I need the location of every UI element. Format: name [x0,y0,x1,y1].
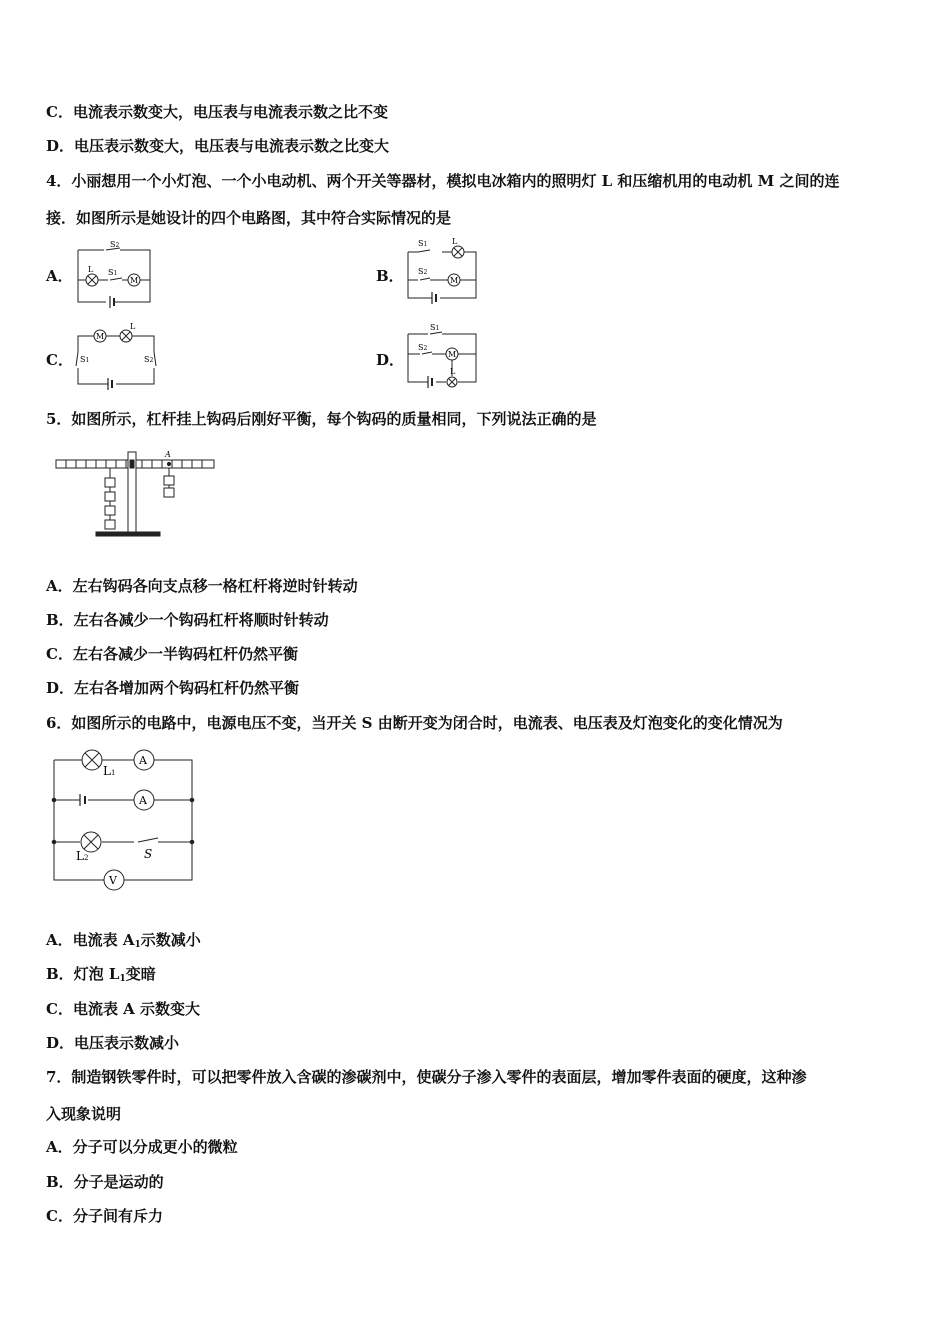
q4-option-d-label: D． [376,351,405,369]
circuit-d-lamp-label: L [450,367,456,376]
circuit-a-s2-label: S2 [110,240,120,249]
q6-option-b: B．灯泡 $L_1$变暗 [46,965,156,984]
q4-option-b-label: B． [376,267,404,285]
circuit-d-s1-label: S1 [430,323,440,332]
q5-option-b: B．左右各减少一个钩码杠杆将顺时针转动 [46,611,329,629]
circuit-c-s2-label: S2 [144,355,154,364]
q6-option-c: C．电流表 A 示数变大 [46,1000,201,1018]
q7-stem-line2: 入现象说明 [46,1105,122,1123]
q5-option-c: C．左右各减少一半钩码杠杆仍然平衡 [46,645,298,663]
q6-switch-label: S [144,847,153,861]
circuit-a-s1-label: S1 [108,268,118,277]
circuit-a-lamp-label: L [88,265,94,274]
q5-option-a: A．左右钩码各向支点移一格杠杆将逆时针转动 [46,577,358,595]
q4-stem-line2: 接．如图所示是她设计的四个电路图，其中符合实际情况的是 [46,209,452,227]
q7-stem-line1: 7．制造钢铁零件时，可以把零件放入含碳的渗碳剂中，使碳分子渗入零件的表面层，增加零件表面的硬度，这种渗 [46,1068,807,1086]
q3-option-d: D．电压表示数变大，电压表与电流表示数之比变大 [46,137,390,155]
circuit-d-s2-label: S2 [418,343,428,352]
q6-voltmeter-symbol: V [109,874,117,887]
q6-option-a: A．电流表 $A_1$示数减小 [46,931,201,950]
circuit-a-motor-label: M [130,276,139,285]
circuit-b-diagram [402,236,482,306]
circuit-b-s1-label: S1 [418,239,428,248]
q6-stem: 6．如图所示的电路中，电源电压不变，当开关 S 由断开变为闭合时，电流表、电压表及灯泡变化的变化情况为 [46,714,783,732]
circuit-c-diagram [72,322,162,392]
circuit-d-diagram [402,320,482,392]
q3-option-c: C．电流表示数变大，电压表与电流表示数之比不变 [46,103,388,121]
circuit-b-motor-label: M [450,276,459,285]
q4-option-a-label: A． [46,267,73,285]
q6-lamp1-label: L1 [103,764,116,778]
q6-lamp2-label: L2 [76,849,89,863]
q5-option-d: D．左右各增加两个钩码杠杆仍然平衡 [46,679,300,697]
q6-ammeter-main-symbol: A [139,794,147,807]
circuit-c-motor-label: M [96,332,105,341]
q6-option-d: D．电压表示数减小 [46,1034,180,1052]
circuit-d-motor-label: M [448,350,457,359]
circuit-b-lamp-label: L [452,237,458,246]
q7-option-b: B．分子是运动的 [46,1173,164,1191]
circuit-b-s2-label: S2 [418,267,428,276]
q6-circuit-diagram [50,748,200,894]
circuit-c-s1-label: S1 [80,355,90,364]
q4-option-c-label: C． [46,351,73,369]
q5-stem: 5．如图所示，杠杆挂上钩码后刚好平衡，每个钩码的质量相同，下列说法正确的是 [46,410,597,428]
q7-option-c: C．分子间有斥力 [46,1207,163,1225]
lever-diagram [52,446,222,546]
q7-option-a: A．分子可以分成更小的微粒 [46,1138,238,1156]
lever-point-a-label: A [165,450,171,459]
circuit-c-lamp-label: L [130,322,136,331]
q6-ammeter1-symbol: A [139,754,147,767]
circuit-a-diagram [70,236,160,308]
q4-stem-line1: 4．小丽想用一个小灯泡、一个小电动机、两个开关等器材，模拟电冰箱内的照明灯 L 和压缩机用的电动机 M 之间的连 [46,172,840,190]
